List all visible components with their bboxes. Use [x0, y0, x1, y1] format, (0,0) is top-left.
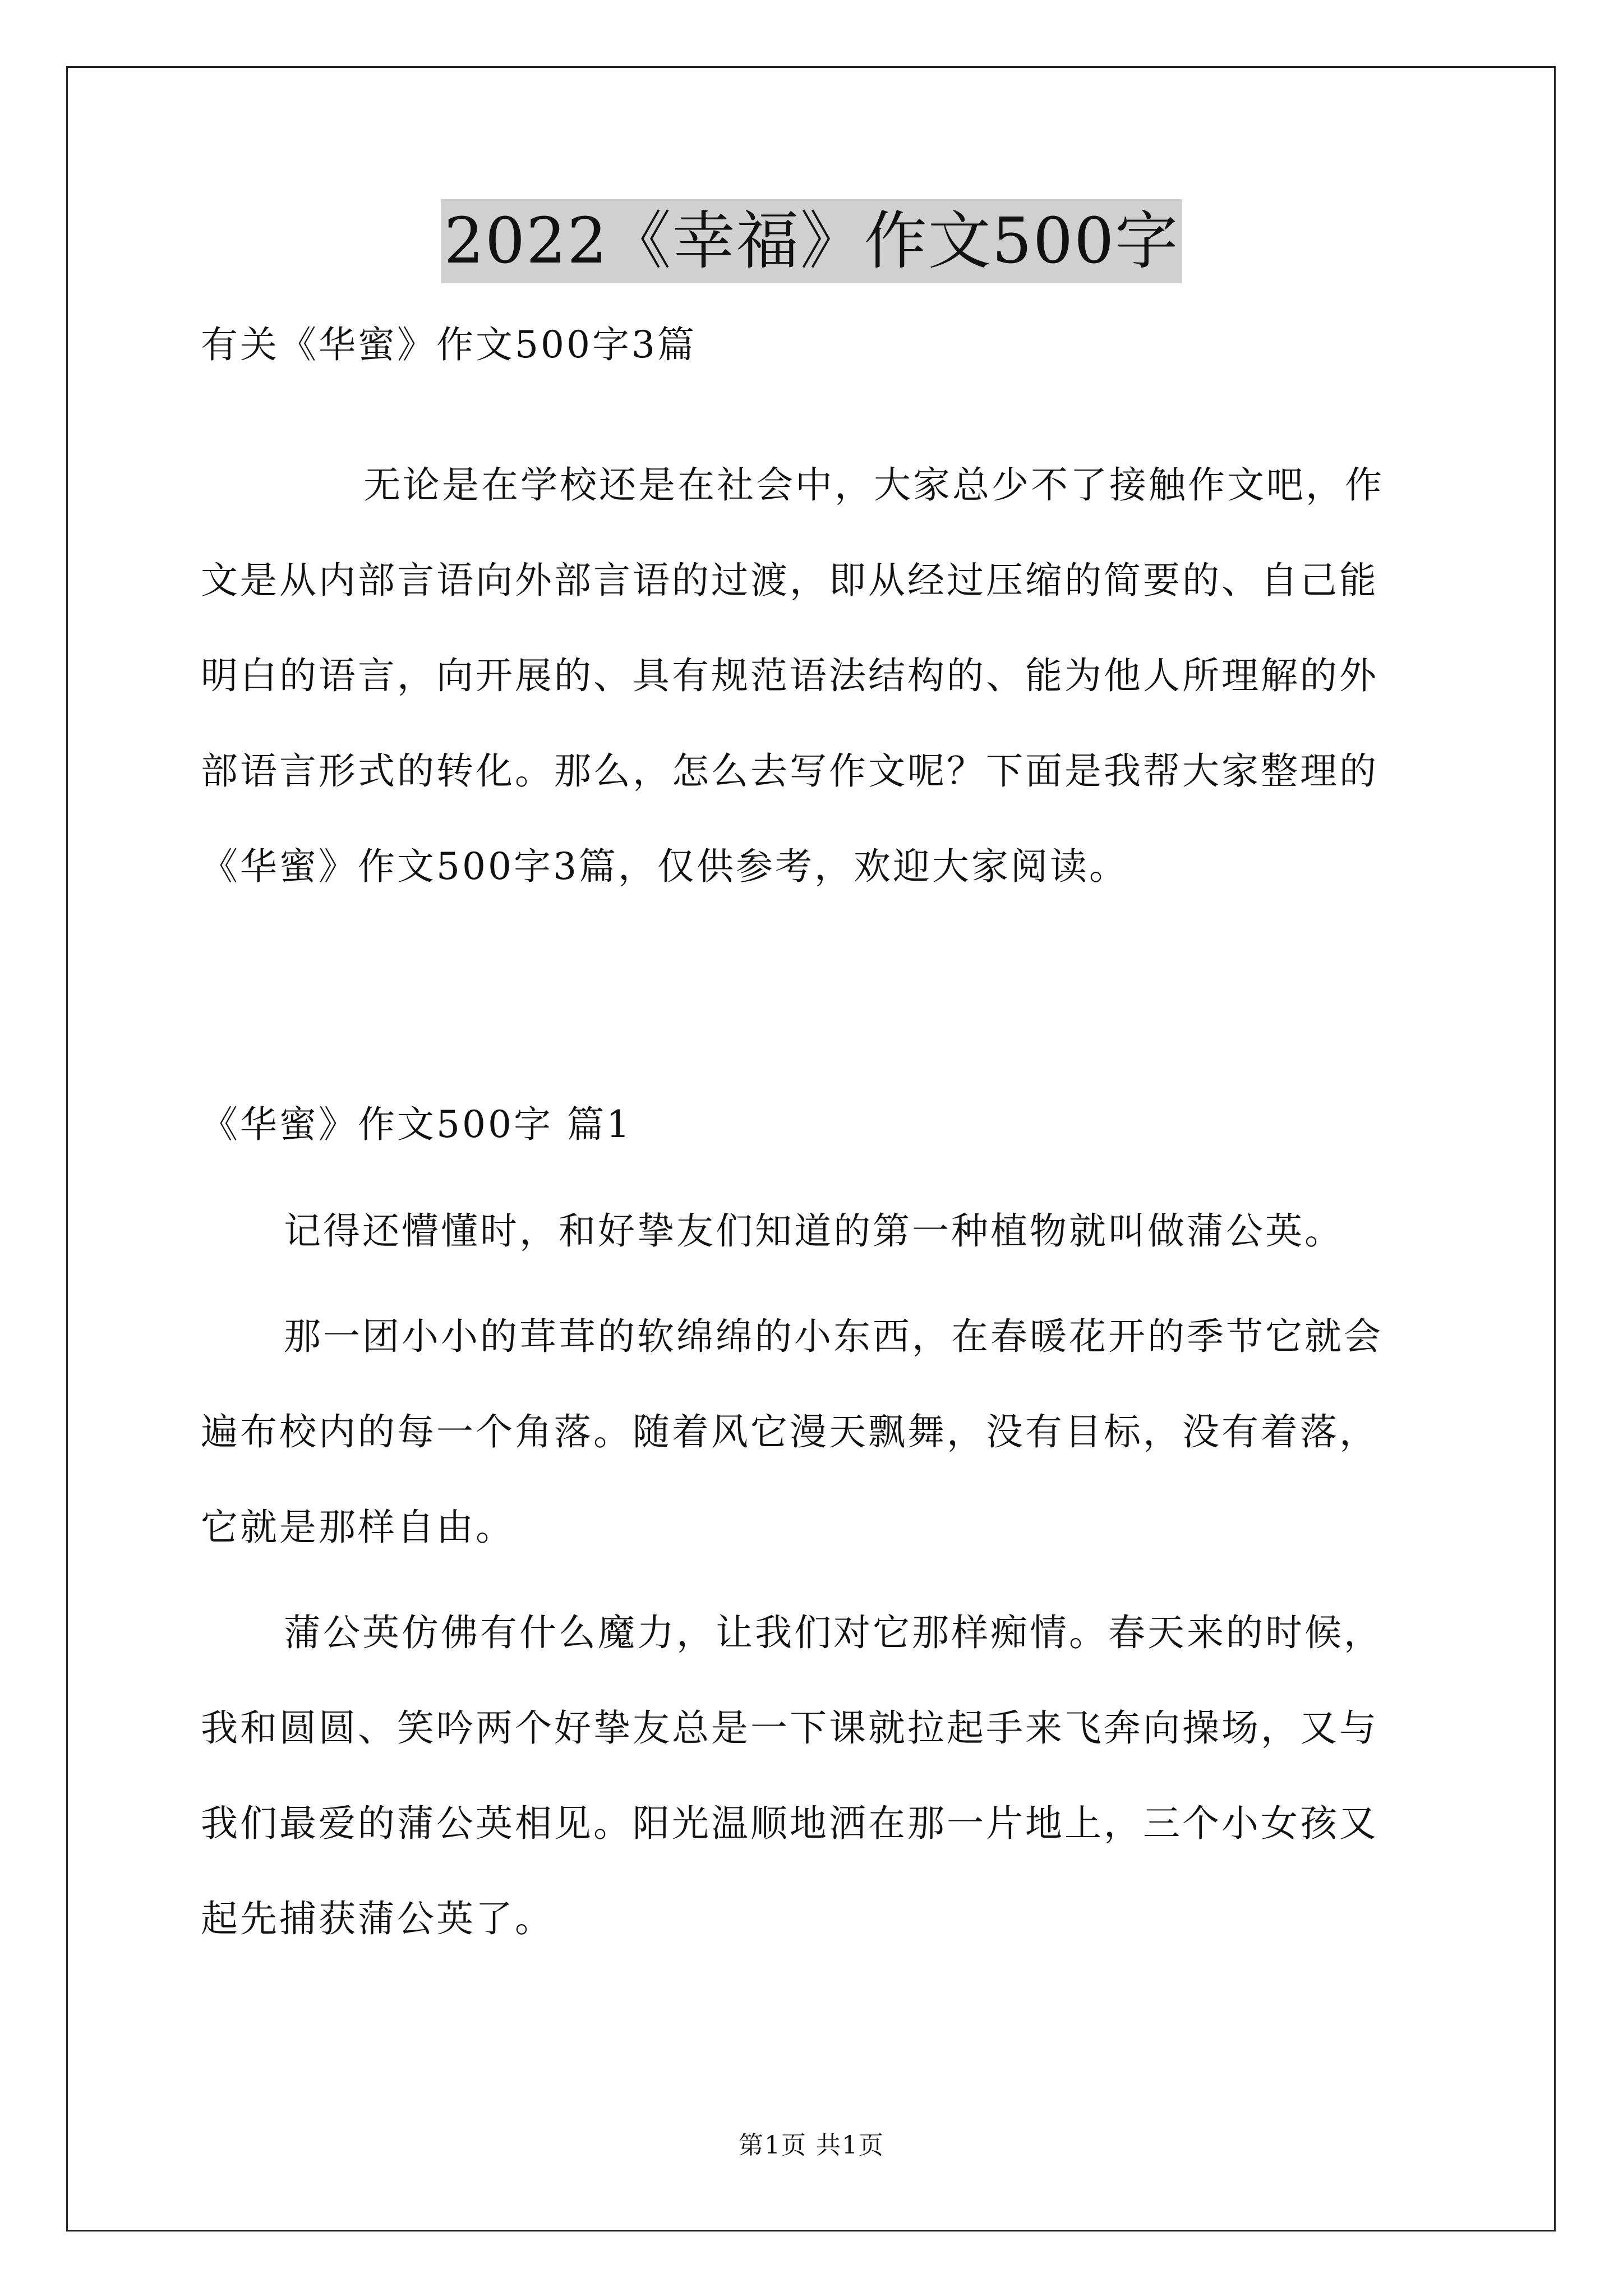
- title-container: [0, 199, 1623, 283]
- story-line: 遍布校内的每一个角落。随着风它漫天飘舞，没有目标，没有着落，: [201, 1410, 1378, 1453]
- story-line: 起先捕获蒲公英了。: [201, 1897, 554, 1940]
- story-line: 它就是那样自由。: [201, 1506, 515, 1549]
- document-subtitle: 有关《华蜜》作文500字3篇: [201, 323, 697, 366]
- intro-paragraph: [201, 438, 1429, 914]
- story-line: 蒲公英仿佛有什么魔力，让我们对它那样痴情。春天来的时候，: [284, 1611, 1383, 1654]
- story-line: 那一团小小的茸茸的软绵绵的小东西，在春暖花开的季节它就会: [284, 1315, 1383, 1358]
- story-line: 我们最爱的蒲公英相见。阳光温顺地洒在那一片地上，三个小女孩又: [201, 1802, 1378, 1845]
- intro-line: 《华蜜》作文500字3篇，仅供参考，欢迎大家阅读。: [201, 845, 1128, 888]
- page-footer: 第1页 共1页: [739, 2131, 884, 2160]
- intro-line: 明白的语言，向开展的、具有规范语法结构的、能为他人所理解的外: [201, 654, 1378, 697]
- section-heading-block: [201, 1077, 1429, 1172]
- intro-line: 部语言形式的转化。那么，怎么去写作文呢？下面是我帮大家整理的: [201, 749, 1378, 793]
- story-line: 记得还懵懂时，和好挚友们知道的第一种植物就叫做蒲公英。: [284, 1209, 1344, 1253]
- intro-line: 文是从内部言语向外部言语的过渡，即从经过压缩的简要的、自己能: [201, 559, 1378, 602]
- story-line: 我和圆圆、笑吟两个好挚友总是一下课就拉起手来飞奔向操场，又与: [201, 1706, 1378, 1750]
- story-body: [201, 1184, 1429, 1967]
- section-heading: 《华蜜》作文500字 篇1: [201, 1103, 632, 1146]
- intro-line: 无论是在学校还是在社会中，大家总少不了接触作文吧，作: [363, 463, 1384, 507]
- subtitle-block: [201, 297, 1429, 393]
- document-title: 2022《幸福》作文500字: [441, 199, 1183, 283]
